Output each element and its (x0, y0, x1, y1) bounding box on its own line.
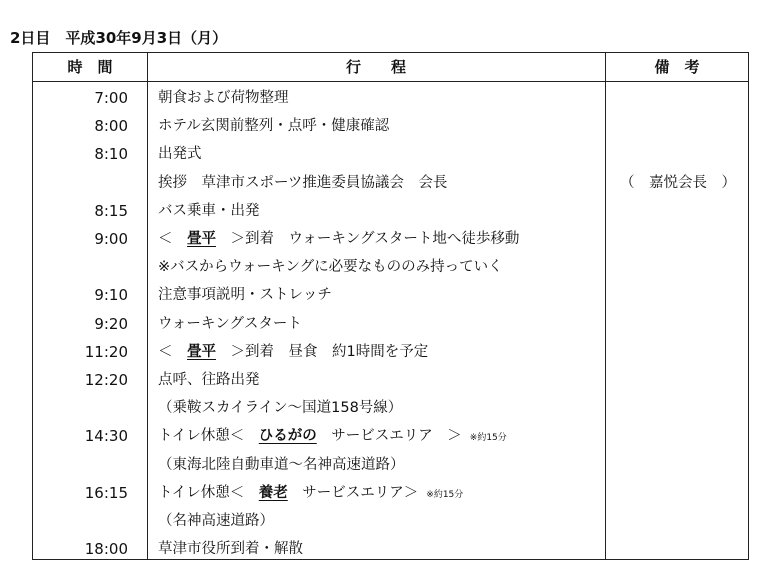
row-itinerary: ウォーキングスタート (158, 315, 302, 332)
table-row (33, 479, 748, 507)
table-row (33, 253, 748, 281)
row-time: 9:10 (94, 286, 128, 305)
table-row (33, 197, 748, 225)
table-row (33, 281, 748, 309)
row-itinerary (158, 422, 598, 452)
header-itinerary: 行 程 (345, 58, 406, 76)
table-row (33, 169, 748, 197)
itinerary-prefix: トイレ休憩＜ (158, 428, 259, 445)
row-itinerary: バス乗車・出発 (158, 202, 260, 219)
itinerary-prefix: ＜ (158, 231, 187, 247)
row-time: 18:00 (84, 540, 128, 559)
row-itinerary: ホテル玄関前整列・点呼・健康確認 (158, 118, 390, 135)
row-time: 8:10 (94, 145, 128, 164)
row-time: 14:30 (84, 427, 128, 446)
schedule-table (32, 52, 749, 560)
row-itinerary: （東海北陸自動車道～名神高速道路） (158, 456, 405, 473)
row-itinerary: 挨拶 草津市スポーツ推進委員協議会 会長 (158, 174, 448, 191)
row-time: 9:00 (94, 230, 128, 248)
row-time: 9:20 (94, 314, 128, 333)
row-itinerary (158, 338, 598, 366)
row-itinerary (158, 225, 598, 253)
row-itinerary: 注意事項説明・ストレッチ (158, 287, 332, 304)
table-row (33, 112, 748, 140)
table-row (33, 394, 748, 422)
row-time: 11:20 (84, 342, 128, 361)
table-row (33, 366, 748, 394)
page-title: 2日目 平成30年9月3日（月） (10, 29, 228, 47)
duration-note: ※約15分 (426, 489, 464, 500)
table-row (33, 422, 748, 450)
row-itinerary: （乗鞍スカイライン～国道158号線） (158, 400, 403, 417)
table-row (33, 310, 748, 338)
table-row (33, 535, 748, 563)
itinerary-suffix: ＞到着 ウォーキングスタート地へ徒歩移動 (216, 231, 520, 247)
row-time: 8:15 (94, 201, 128, 220)
place-name: 畳平 (187, 231, 216, 247)
itinerary-suffix: サービスエリア ＞ (316, 428, 462, 445)
row-itinerary: （名神高速道路） (158, 513, 274, 529)
table-row (33, 451, 748, 479)
table-row (33, 507, 748, 535)
duration-note: ※約15分 (469, 433, 507, 444)
row-itinerary: 朝食および荷物整理 (158, 90, 289, 106)
row-itinerary: 点呼、往路出発 (158, 372, 260, 388)
table-row (33, 140, 748, 168)
table-row (33, 84, 748, 112)
place-name: ひるがの (258, 428, 317, 445)
place-name: 養老 (258, 484, 288, 501)
table-row (33, 225, 748, 253)
row-itinerary (158, 479, 598, 509)
row-time: 8:00 (94, 117, 128, 136)
itinerary-prefix: ＜ (158, 343, 187, 360)
itinerary-prefix: トイレ休憩＜ (158, 484, 259, 501)
row-itinerary: ※バスからウォーキングに必要なもののみ持っていく (158, 259, 503, 276)
table-row (33, 338, 748, 366)
itinerary-suffix: ＞到着 昼食 約1時間を予定 (216, 343, 429, 360)
row-note: （ 嘉悦会長 ） (620, 174, 736, 191)
itinerary-suffix: サービスエリア＞ (287, 484, 419, 501)
row-time: 12:20 (84, 371, 128, 389)
header-notes: 備 考 (654, 58, 700, 76)
header-divider (33, 81, 748, 82)
row-itinerary: 出発式 (158, 146, 202, 163)
place-name: 畳平 (187, 343, 216, 360)
header-time: 時 間 (67, 58, 113, 76)
row-itinerary: 草津市役所到着・解散 (158, 541, 303, 558)
row-time: 7:00 (94, 89, 128, 107)
row-time: 16:15 (84, 483, 128, 502)
